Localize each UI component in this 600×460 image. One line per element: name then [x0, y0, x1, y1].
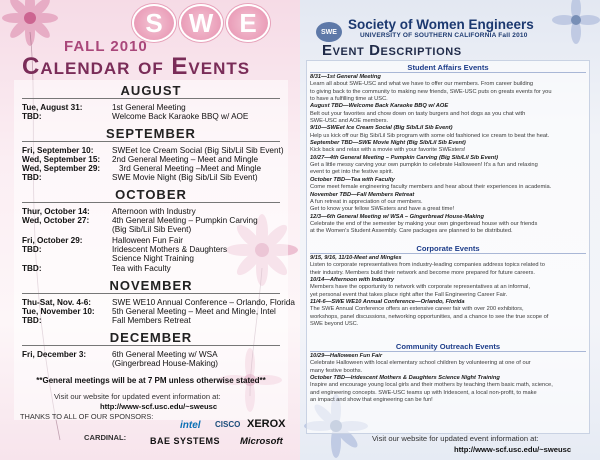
- month-heading-december: DECEMBER: [109, 330, 193, 345]
- swe-logo-letter: E: [226, 4, 270, 42]
- event-text: (Gingerbread House-Making): [112, 359, 219, 368]
- description-line: to giving back to the community to making new friends, SWE-USC puts on greats events for you: [310, 88, 552, 95]
- divider: [310, 351, 586, 352]
- description-line: an impact and show that engineering can be fun!: [310, 397, 433, 404]
- description-line: Learn all about SWE-USC and what we have to offer our members. From career building: [310, 81, 534, 88]
- description-line: A fun retreat in appreciation of our members.: [310, 198, 423, 205]
- description-line: 8/31—1st General Meeting: [310, 74, 381, 80]
- swe-logo-letter: W: [179, 4, 223, 42]
- divider: [310, 72, 586, 73]
- description-line: 12/3—6th General Meeting w/ WSA – Gingerbread House-Making: [310, 213, 484, 220]
- description-line: October TBD—Iridescent Mothers & Daughters Science Night Training: [310, 375, 500, 382]
- website-link-right[interactable]: http://www-scf.usc.edu/~sweusc: [454, 445, 572, 454]
- event-date: Fri, September 10:: [22, 146, 94, 155]
- event-date: Thur, October 14:: [22, 207, 90, 216]
- event-date: TBD:: [22, 316, 42, 325]
- cardinal-label: CARDINAL:: [84, 433, 127, 442]
- description-line: October TBD—Tea with Faculty: [310, 176, 395, 183]
- event-date: Wed, September 15:: [22, 155, 101, 164]
- description-line: their industry. Members build their network and become more prepared for future careers.: [310, 269, 535, 276]
- flower-top-left-icon: [2, 0, 58, 46]
- descriptions-title: Event Descriptions: [322, 42, 462, 59]
- event-date: TBD:: [22, 173, 42, 182]
- event-text: 4th General Meeting – Pumpkin Carving: [112, 216, 258, 225]
- event-date: TBD:: [22, 264, 42, 273]
- description-line: Get to know your fellow SWEsters and have a great time!: [310, 206, 455, 213]
- event-text: Iridescent Mothers & Daughters: [112, 245, 228, 254]
- description-line: Members have the opportunity to network with corporate representatives at an informal,: [310, 284, 531, 291]
- description-line: September TBD—SWE Movie Night (Big Sib/Lil Sib Event): [310, 140, 466, 147]
- swe-logo-letter: S: [132, 4, 176, 42]
- corporate-list: [310, 255, 588, 328]
- description-line: The SWE Annual Conference offers an extensive career fair with over 200 exhibitors,: [310, 306, 524, 313]
- website-link[interactable]: http://www-scf.usc.edu/~sweusc: [100, 402, 218, 411]
- event-text: Tea with Faculty: [112, 264, 171, 273]
- description-line: 11/4-6—SWE WE10 Annual Conference—Orlando, Florida: [310, 299, 465, 306]
- page-title: Calendar of Events: [22, 53, 251, 80]
- microsoft-logo: Microsoft: [240, 436, 283, 447]
- section-heading-student-affairs: Student Affairs Events: [407, 63, 489, 72]
- event-text: SWE Movie Night (Big Sib/Lil Sib Event): [112, 173, 258, 182]
- season-label: FALL 2010: [64, 38, 148, 55]
- description-line: August TBD—Welcome Back Karaoke BBQ w/ AOE: [310, 103, 449, 110]
- divider: [22, 202, 280, 203]
- description-line: Listen to corporate representatives from industry-leading companies address topics related to: [310, 262, 545, 269]
- divider: [22, 293, 280, 294]
- description-line: Come meet female engineering faculty members and hear about their experiences in academia.: [310, 184, 552, 191]
- description-line: SWE beyond USC.: [310, 321, 359, 328]
- cisco-logo: CISCO: [215, 420, 241, 429]
- description-line: at the Women's Student Assembly. Care packages are planned to be distributed.: [310, 228, 513, 235]
- description-line: Help us kick off our Big Sib/Lil Sib program with some old fashioned ice cream to beat the heat.: [310, 132, 550, 139]
- description-line: Celebrate Halloween with local elementary school children by volunteering at one of our: [310, 360, 531, 367]
- divider: [310, 253, 586, 254]
- description-line: and engineering concepts. SWE-USC teams up with Iridescent, a local non-profit, to make: [310, 389, 537, 396]
- swe-small-logo: SWE: [316, 22, 342, 42]
- meeting-time-note: **General meetings will be at 7 PM unless otherwise stated**: [36, 376, 266, 385]
- swe-logo: [132, 4, 292, 44]
- event-date: Fri, December 3:: [22, 350, 87, 359]
- description-line: 10/14—Afternoon with Industry: [310, 277, 395, 284]
- event-date: Tue, August 31:: [22, 103, 83, 112]
- student-affairs-list: [310, 74, 588, 236]
- month-heading-october: OCTOBER: [115, 187, 187, 202]
- description-line: SWE-USC and AOE members.: [310, 118, 389, 125]
- description-line: November TBD—Fall Members Retreat: [310, 191, 415, 198]
- section-heading-corporate: Corporate Events: [416, 244, 480, 253]
- description-line: Belt out your favorites and chow down on tasty burgers and hot dogs as you chat with: [310, 110, 526, 117]
- event-date: Wed, September 29:: [22, 164, 101, 173]
- divider: [22, 141, 280, 142]
- event-text: 3rd General Meeting –Meet and Mingle: [119, 164, 261, 173]
- event-date: Thu-Sat, Nov. 4-6:: [22, 298, 91, 307]
- month-heading-september: SEPTEMBER: [106, 126, 196, 141]
- flower-blue-top-icon: [552, 0, 600, 44]
- event-date: Fri, October 29:: [22, 236, 83, 245]
- description-line: Get a little messy carving your own pumpkin to celebrate Halloween! It's a fun and relaxing: [310, 162, 538, 169]
- description-line: Inspire and encourage young local girls and their mothers by teaching them basic math, science,: [310, 382, 553, 389]
- description-line: Celebrate the end of the semester by making your own gingerbread house with our friends: [310, 220, 538, 227]
- description-line: Kick back and relax with a movie with your favorite SWEsters!: [310, 147, 466, 154]
- month-heading-august: AUGUST: [120, 83, 182, 98]
- society-name: Society of Women Engineers: [348, 17, 534, 32]
- event-text: Halloween Fun Fair: [112, 236, 183, 245]
- event-text: SWE WE10 Annual Conference – Orlando, Florida: [112, 298, 295, 307]
- event-text: 5th General Meeting – Meet and Mingle, Intel: [112, 307, 276, 316]
- divider: [22, 345, 280, 346]
- xerox-logo: XEROX: [247, 418, 286, 430]
- event-text: (Big Sib/Lil Sib Event): [112, 225, 192, 234]
- community-list: [310, 353, 588, 404]
- event-text: Fall Members Retreat: [112, 316, 191, 325]
- event-date: Tue, November 10:: [22, 307, 95, 316]
- event-text: Welcome Back Karaoke BBQ w/ AOE: [112, 112, 249, 121]
- event-text: 2nd General Meeting – Meet and Mingle: [112, 155, 259, 164]
- event-text: 1st General Meeting: [112, 103, 186, 112]
- divider: [22, 98, 280, 99]
- event-text: SWEet Ice Cream Social (Big Sib/Lil Sib Event): [112, 146, 284, 155]
- event-text: 6th General Meeting w/ WSA: [112, 350, 218, 359]
- event-date: TBD:: [22, 245, 42, 254]
- event-date: Wed, October 27:: [22, 216, 90, 225]
- description-line: to have a fulfilling time at USC.: [310, 96, 388, 103]
- university-subtitle: UNIVERSITY OF SOUTHERN CALIFORNIA Fall 2010: [360, 32, 528, 39]
- event-text: Afternoon with Industry: [112, 207, 196, 216]
- description-line: 9/15, 9/16, 11/10-Meet and Mingles: [310, 255, 402, 261]
- website-prompt-right: Visit our website for updated event information at:: [372, 434, 539, 443]
- intel-logo: intel: [180, 420, 201, 431]
- description-line: yet personal event that takes place right after the Fall Engineering Career Fair.: [310, 291, 508, 298]
- description-line: many festive booths.: [310, 367, 363, 374]
- sponsors-heading: THANKS TO ALL OF OUR SPONSORS:: [20, 412, 154, 421]
- website-prompt: Visit our website for updated event information at:: [54, 392, 221, 401]
- event-text: Science Night Training: [112, 254, 194, 263]
- description-line: workshops, panel discussions, networking opportunities, and a chance to see the true scope of: [310, 313, 549, 320]
- month-heading-november: NOVEMBER: [109, 278, 193, 293]
- event-date: TBD:: [22, 112, 42, 121]
- section-heading-community: Community Outreach Events: [395, 342, 501, 351]
- description-line: 9/10—SWEet Ice Cream Social (Big Sib/Lil Sib Event): [310, 125, 453, 132]
- description-line: event to get into the festive spirit.: [310, 169, 394, 176]
- bae-systems-logo: BAE SYSTEMS: [150, 436, 221, 446]
- description-line: 10/29—Halloween Fun Fair: [310, 353, 383, 359]
- description-line: 10/27—4th General Meeting – Pumpkin Carving (Big Sib/Lil Sib Event): [310, 154, 499, 161]
